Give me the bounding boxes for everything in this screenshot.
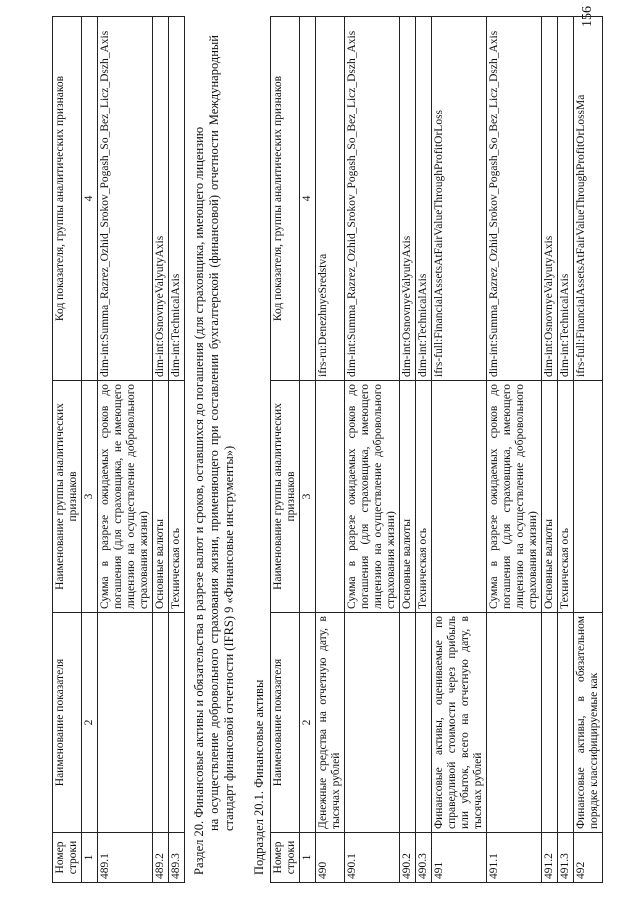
indicator-name [345,613,400,833]
row-number: 489.3 [169,833,185,883]
header-row-number: Номер строки [53,833,82,883]
column-number: 2 [300,613,316,833]
row-number: 489.2 [153,833,169,883]
row-number: 491 [432,833,487,883]
row-number: 490.2 [400,833,416,883]
indicator-name [98,613,153,833]
group-name [574,381,603,613]
page-number: 156 [580,6,595,27]
table-row [416,17,432,883]
column-number: 4 [300,17,316,381]
header-indicator-name: Наименование показателя [271,613,300,833]
table-row [558,17,574,883]
group-name: Техническая ось [169,381,185,613]
indicator-name [542,613,558,833]
header-indicator-name: Наименование показателя [53,613,82,833]
table-row [316,17,345,883]
indicator-name [487,613,542,833]
group-name: Техническая ось [558,381,574,613]
code: dim-int:TechnicalAxis [558,17,574,381]
group-name: Сумма в разрезе ожидаемых сроков до погашения (для страховщика, имеющего лицензию на осуществление добровольного страхования жизни) [345,381,400,613]
group-name [432,381,487,613]
table-row [542,17,558,883]
indicator-name: Финансовые активы, в обязательном порядке классифицируемые как [574,613,603,833]
table-row [153,17,169,883]
column-number: 2 [82,613,98,833]
code: dim-int:Summa_Razrez_Ozhid_Srokov_Pogash_So_Bez_Licz_Dszh_Axis [98,17,153,381]
header-code: Код показателя, группы аналитических признаков [271,17,300,381]
group-name [316,381,345,613]
column-number: 1 [300,833,316,883]
group-name: Основные валюты [542,381,558,613]
indicator-name [558,613,574,833]
column-number-row [300,17,316,883]
table-row-attributes [52,16,185,883]
indicator-name: Денежные средства на отчетную дату, в тысячах рублей [316,613,345,833]
row-number: 490.1 [345,833,400,883]
code: ifrs-ru:DenezhnyeSredstva [316,17,345,381]
table-row [345,17,400,883]
code: dim-int:OsnovnyeValyutyAxis [400,17,416,381]
section-heading-continuation: на осуществление добровольного страхования жизни, применяющего при составлении бухгалтерской (финансовой) отчетности Международный стандарт финансовой отчетности (IFRS) 9 «Финансовые инструменты») [207,35,236,831]
row-number: 490 [316,833,345,883]
group-name: Основные валюты [153,381,169,613]
code: dim-int:OsnovnyeValyutyAxis [542,17,558,381]
code: dim-int:TechnicalAxis [416,17,432,381]
financial-assets-table [270,16,603,883]
table-row [98,17,153,883]
code: dim-int:Summa_Razrez_Ozhid_Srokov_Pogash_So_Bez_Licz_Dszh_Axis [487,17,542,381]
table-header-row [53,17,82,883]
table-row [487,17,542,883]
header-code: Код показателя, группы аналитических признаков [53,17,82,381]
group-name: Техническая ось [416,381,432,613]
indicator-name [400,613,416,833]
column-number: 3 [82,381,98,613]
table-row [432,17,487,883]
header-row-number: Номер строки [271,833,300,883]
group-name: Сумма в разрезе ожидаемых сроков до погашения (для страховщика, не имеющего лицензию на осуществление добровольного страхования жизни) [98,381,153,613]
header-group-name: Наименование группы аналитических признаков [271,381,300,613]
code: ifrs-full:FinancialAssetsAtFairValueThroughProfitOrLossMa [574,17,603,381]
indicator-name [416,613,432,833]
group-name: Основные валюты [400,381,416,613]
row-number: 491.1 [487,833,542,883]
row-number: 490.3 [416,833,432,883]
table-row [169,17,185,883]
row-number: 491.2 [542,833,558,883]
code: dim-int:TechnicalAxis [169,17,185,381]
code: dim-int:Summa_Razrez_Ozhid_Srokov_Pogash_So_Bez_Licz_Dszh_Axis [345,17,400,381]
header-group-name: Наименование группы аналитических признаков [53,381,82,613]
row-number: 491.3 [558,833,574,883]
column-number: 1 [82,833,98,883]
code: dim-int:OsnovnyeValyutyAxis [153,17,169,381]
table-header-row [271,17,300,883]
row-number: 489.1 [98,833,153,883]
section-heading [192,35,237,875]
group-name: Сумма в разрезе ожидаемых сроков до погашения (для страховщика, имеющего лицензию на осуществление добровольного страхования жизни) [487,381,542,613]
indicator-name [169,613,185,833]
column-number: 3 [300,381,316,613]
indicator-name [153,613,169,833]
code: ifrs-full:FinancialAssetsAtFairValueThroughProfitOrLoss [432,17,487,381]
column-number: 4 [82,17,98,381]
column-number-row [82,17,98,883]
table-row [400,17,416,883]
row-number: 492 [574,833,603,883]
table-row [574,17,603,883]
indicator-name: Финансовые активы, оцениваемые по справедливой стоимости через прибыль или убыток, всего на отчетную дату, в тысячах рублей [432,613,487,833]
subsection-title: Подраздел 20.1. Финансовые активы [252,679,266,875]
section-heading-line: Раздел 20. Финансовые активы и обязательства в разрезе валют и сроков, оставшихся до погашения (для страховщика, имеющего лицензию [192,126,206,875]
